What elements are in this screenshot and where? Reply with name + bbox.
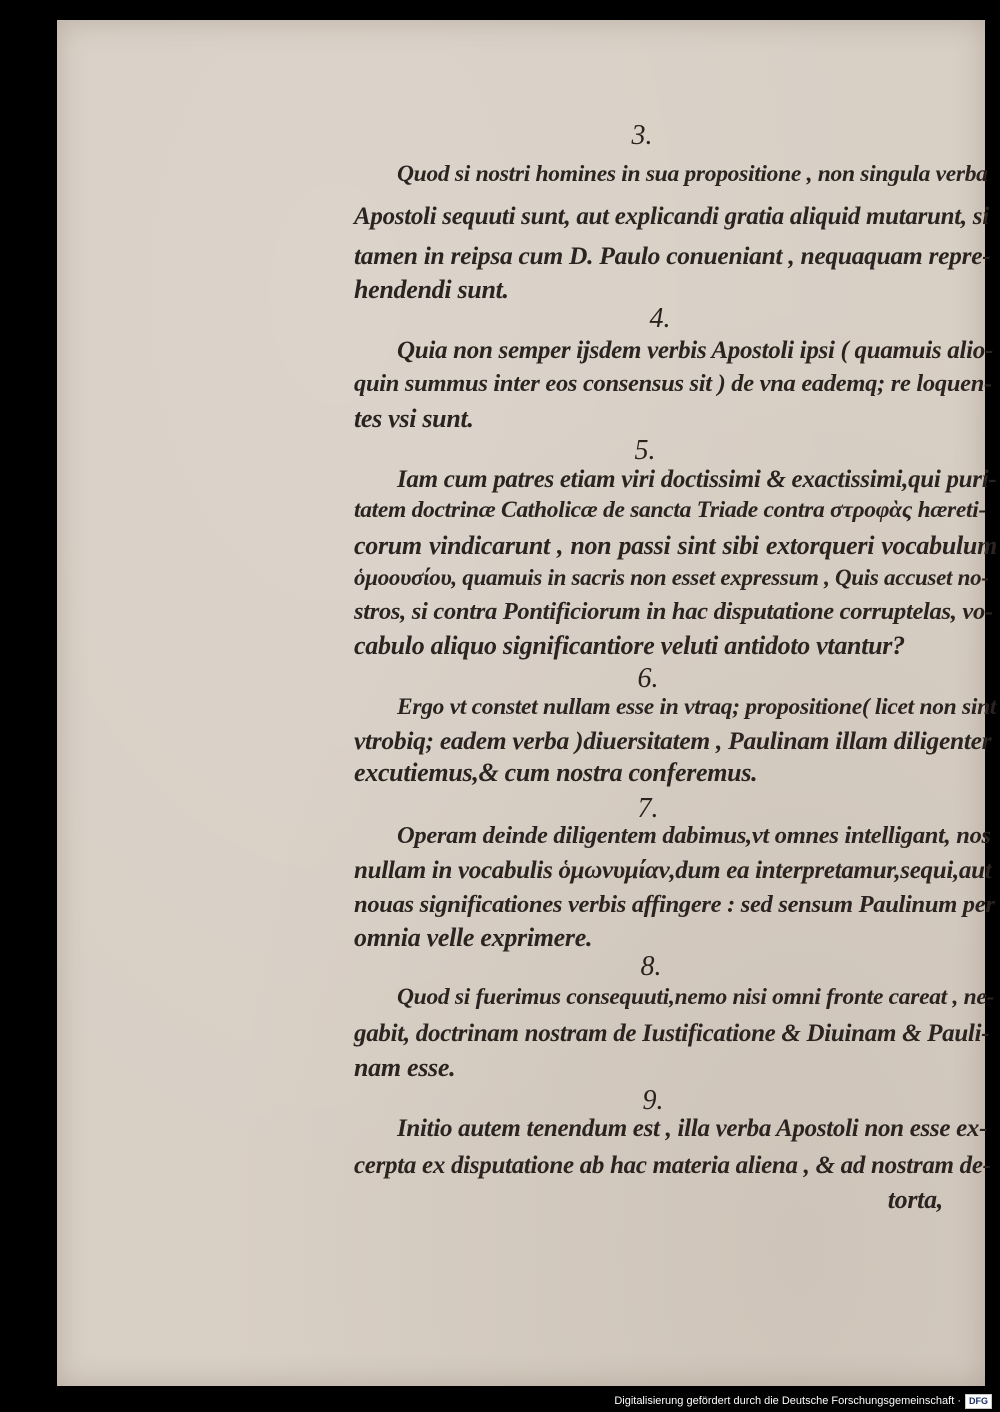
paragraph-number: 7. [637, 793, 659, 824]
text-line: Ergo vt constet nullam esse in vtraq; propositione( licet non sint [397, 694, 997, 720]
text-line: Iam cum patres etiam viri doctissimi & exactissimi,qui puri- [397, 466, 997, 493]
text-line: cerpta ex disputatione ab hac materia aliena , & ad nostram de- [354, 1152, 991, 1179]
text-line: stros, si contra Pontificiorum in hac disputatione corruptelas, vo- [354, 598, 993, 625]
text-line: Initio autem tenendum est , illa verba Apostoli non esse ex- [397, 1115, 988, 1142]
document-page [57, 20, 997, 1386]
text-line: tes vsi sunt. [354, 404, 474, 433]
text-line: ὁμοουσίου, quamuis in sacris non esset expressum , Quis accuset no- [354, 565, 989, 590]
text-line: corum vindicarunt , non passi sint sibi extorqueri vocabulum [354, 531, 997, 560]
text-line: Operam deinde diligentem dabimus,vt omnes intelligant, nos [397, 822, 991, 849]
text-line: Quia non semper ijsdem verbis Apostoli ipsi ( quamuis alio- [397, 337, 994, 364]
text-line: vtrobiq; eadem verba )diuersitatem , Paulinam illam diligenter [354, 726, 992, 755]
text-line: nam esse. [354, 1053, 456, 1082]
text-line: nouas significationes verbis affingere : sed sensum Paulinum per [354, 891, 995, 918]
catchword: torta, [887, 1185, 943, 1214]
paragraph-number: 4. [649, 303, 671, 334]
text-line: quin summus inter eos consensus sit ) de vna eademq; re loquen- [354, 370, 992, 397]
text-line: cabulo aliquo significantiore veluti antidoto vtantur? [354, 631, 905, 660]
text-line: hendendi sunt. [354, 275, 509, 304]
paragraph-number: 6. [637, 663, 659, 694]
text-line: gabit, doctrinam nostram de Iustificatione & Diuinam & Pauli- [354, 1020, 990, 1047]
text-line: Quod si nostri homines in sua propositione , non singula verba [397, 161, 988, 187]
text-line: omnia velle exprimere. [354, 923, 593, 952]
footer-text: Digitalisierung gefördert durch die Deutsche Forschungsgemeinschaft · [614, 1395, 961, 1407]
text-line: tatem doctrinæ Catholicæ de sancta Triade contra στροφὰς hæreti- [354, 497, 987, 523]
text-line: nullam in vocabulis ὁμωνυμίαν,dum ea interpretamur,sequi,aut [354, 857, 992, 884]
digitization-credit [614, 1393, 992, 1409]
text-line: tamen in reipsa cum D. Paulo conueniant , nequaquam repre- [354, 241, 991, 270]
text-line: Apostoli sequuti sunt, aut explicandi gratia aliquid mutarunt, si [354, 203, 989, 230]
paragraph-number: 8. [640, 951, 662, 982]
paragraph-number: 3. [631, 120, 653, 151]
text-line: excutiemus,& cum nostra conferemus. [354, 758, 758, 787]
dfg-logo: DFG [965, 1394, 992, 1409]
paragraph-number: 9. [642, 1085, 664, 1116]
text-line: Quod si fuerimus consequuti,nemo nisi omni fronte careat , ne- [397, 984, 995, 1010]
paragraph-number: 5. [634, 435, 656, 466]
